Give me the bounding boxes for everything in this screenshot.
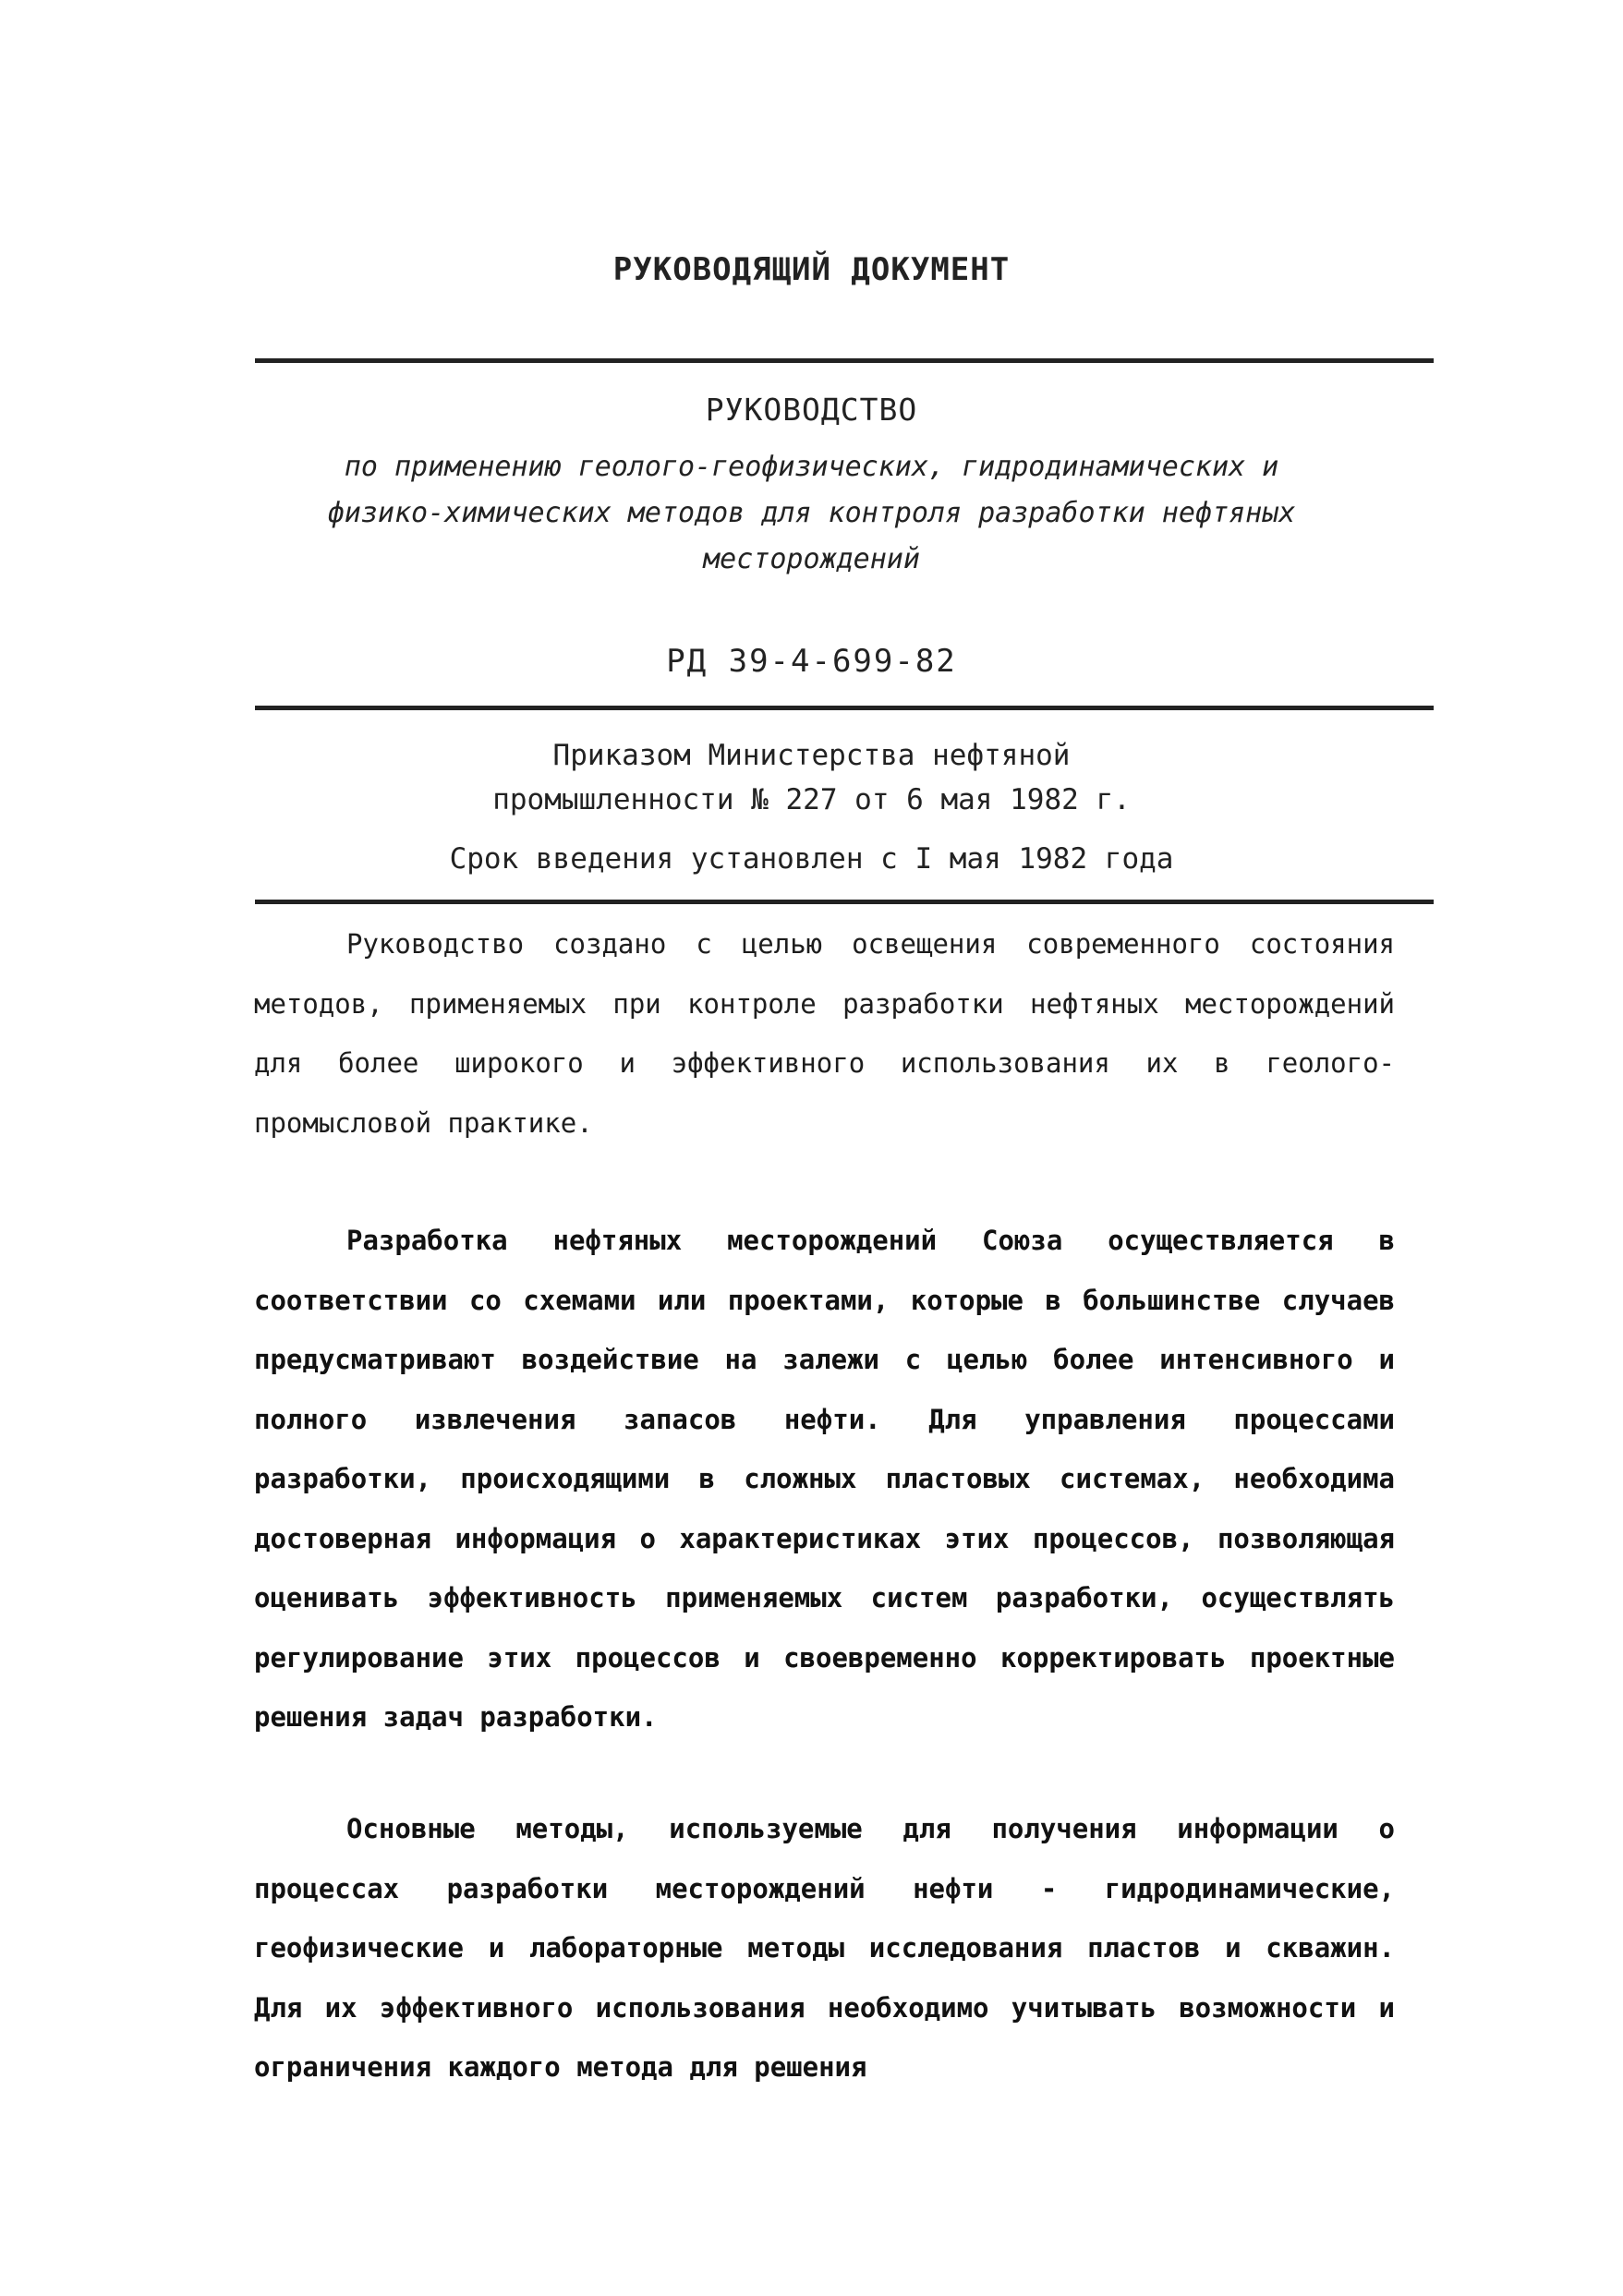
subtitle-line-1: по применению геолого-геофизических, гидродинамических и [344,451,1279,483]
document-title: РУКОВОДСТВО [705,392,918,428]
subtitle-line-3: месторождений [703,543,920,575]
paragraph-text: Основные методы, используемые для получения информации о процессах разработки месторождений нефти - гидродинамические, геофизические и лабораторные методы исследования пластов и скважин. Для их эффективного использования необходимо учитывать возможности и ограничения каждого метода для решения [254,1813,1395,2083]
divider-middle [255,706,1434,710]
divider-bottom [255,900,1434,904]
body-paragraph-1 [254,914,1395,1153]
divider-top [255,358,1434,363]
paragraph-text: Разработка нефтяных месторождений Союза осуществляется в соответствии со схемами или проектами, которые в большинстве случаев предусматривают воздействие на залежи с целью более интенсивного и полного извлечения запасов нефти. Для управления процессами разработки, происходящими в сложных пластовых системах, необходима достоверная информация о характеристиках этих процессов, позволяющая оценивать эффективность применяемых систем разработки, осуществлять регулирование этих процессов и своевременно корректировать проектные решения задач разработки. [254,1225,1395,1733]
effective-date-line: Срок введения установлен с I мая 1982 года [449,842,1174,876]
paragraph-text: Руководство создано с целью освещения современного состояния методов, применяемых при контроле разработки нефтяных месторождений для более широкого и эффективного использования их в геолого-промысловой практике. [254,928,1395,1139]
document-code: РД 39-4-699-82 [666,643,957,680]
body-paragraph-2 [254,1211,1395,1747]
approval-line-2: промышленности № 227 от 6 мая 1982 г. [492,783,1131,816]
document-type-heading: РУКОВОДЯЩИЙ ДОКУМЕНТ [612,251,1011,288]
subtitle-line-2: физико-химических методов для контроля разработки нефтяных [327,497,1296,529]
approval-line-1: Приказом Министерства нефтяной [552,739,1071,772]
body-paragraph-3 [254,1799,1395,2097]
